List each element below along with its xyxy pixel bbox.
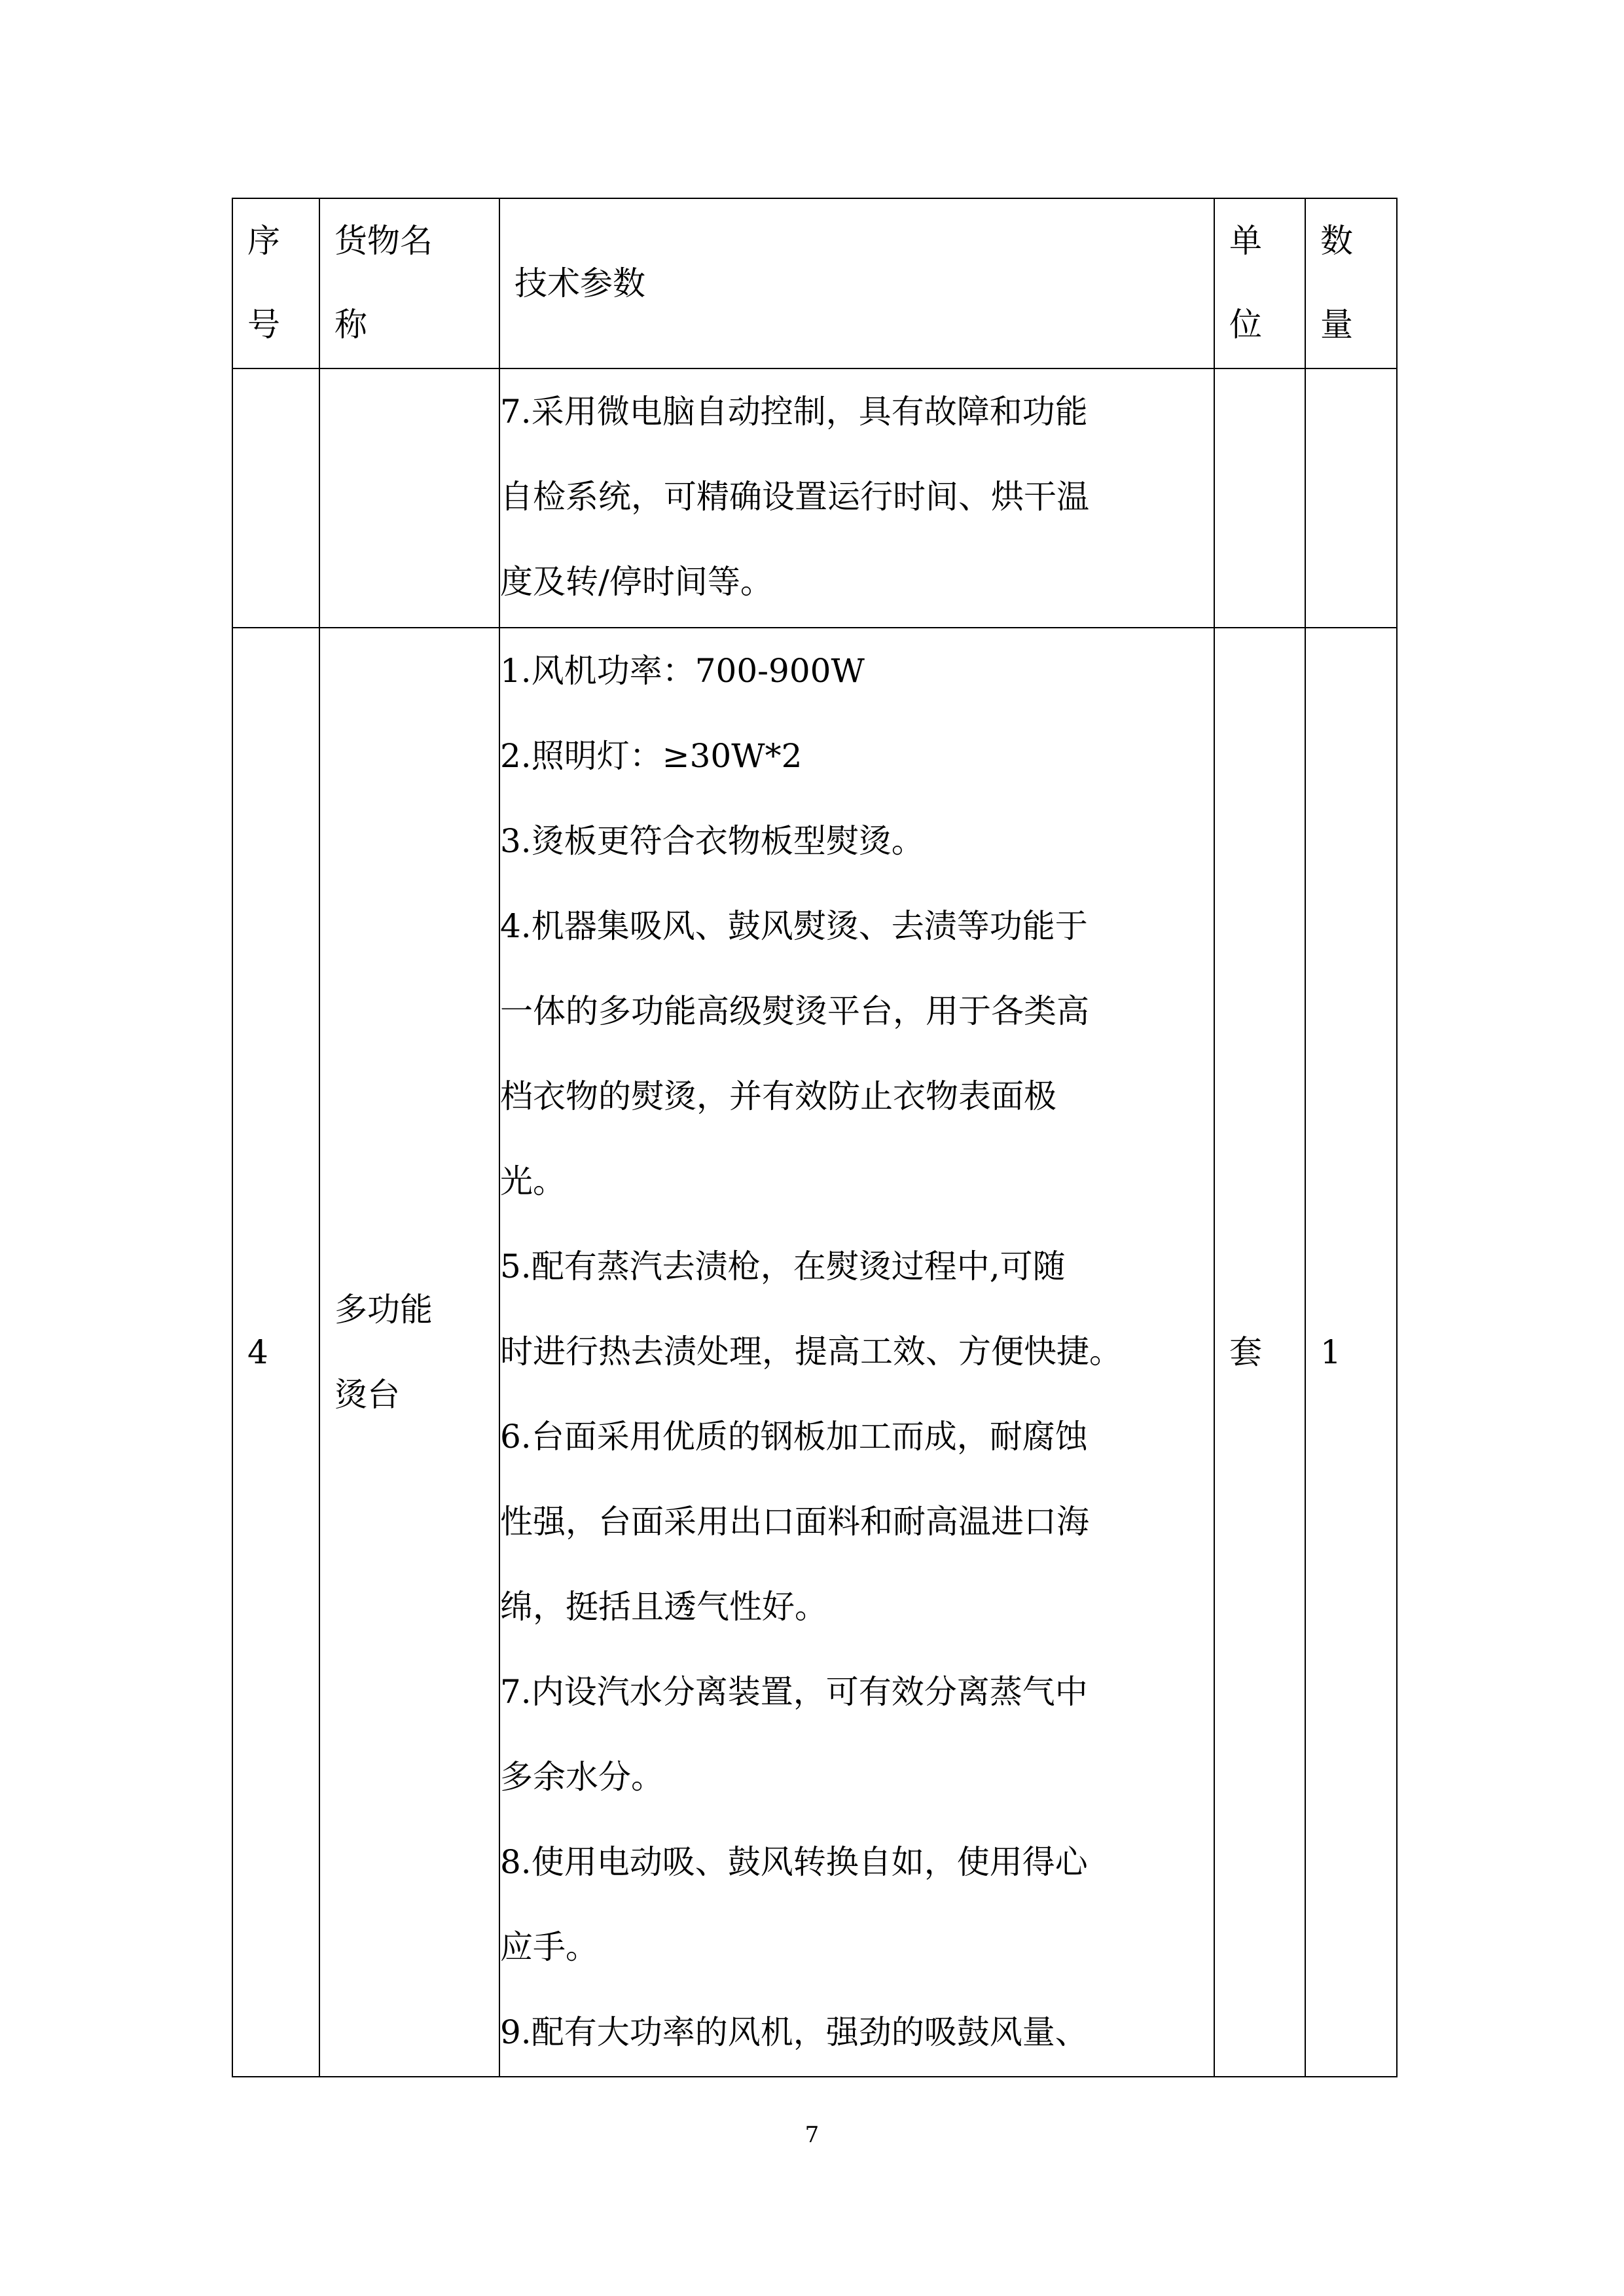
spec-line: 8.使用电动吸、鼓风转换自如，使用得心 bbox=[500, 1843, 1088, 1881]
cell-name: 多功能 烫台 bbox=[319, 628, 499, 2077]
spec-table bbox=[232, 198, 1398, 2077]
cell-seq bbox=[232, 368, 319, 628]
spec-line: 光。 bbox=[500, 1162, 566, 1200]
spec-line: 多余水分。 bbox=[500, 1758, 664, 1796]
spec-line: 时进行热去渍处理，提高工效、方便快捷。 bbox=[500, 1333, 1122, 1371]
spec-line: 7.采用微电脑自动控制，具有故障和功能 bbox=[500, 393, 1088, 431]
spec-line: 6.台面采用优质的钢板加工而成，耐腐蚀 bbox=[500, 1418, 1088, 1456]
spec-line: 1.风机功率：700-900W bbox=[500, 652, 865, 690]
spec-line: 5.配有蒸汽去渍枪，在熨烫过程中,可随 bbox=[500, 1247, 1066, 1285]
cell-unit: 套 bbox=[1214, 628, 1305, 2077]
cell-seq: 4 bbox=[232, 628, 319, 2077]
header-spec: 技术参数 bbox=[499, 198, 1214, 368]
cell-unit bbox=[1214, 368, 1305, 628]
spec-line: 性强，台面采用出口面料和耐高温进口海 bbox=[500, 1503, 1089, 1541]
table-header-row bbox=[232, 198, 1397, 368]
cell-spec bbox=[499, 368, 1214, 628]
spec-line: 度及转/停时间等。 bbox=[500, 563, 773, 601]
spec-line: 档衣物的熨烫，并有效防止衣物表面极 bbox=[500, 1077, 1056, 1115]
header-qty: 数 量 bbox=[1305, 198, 1397, 368]
header-seq: 序 号 bbox=[232, 198, 319, 368]
spec-line: 7.内设汽水分离装置，可有效分离蒸气中 bbox=[500, 1673, 1088, 1711]
cell-name bbox=[319, 368, 499, 628]
page-number: 7 bbox=[804, 2122, 820, 2148]
table-row bbox=[232, 628, 1397, 2077]
header-unit: 单 位 bbox=[1214, 198, 1305, 368]
spec-line: 4.机器集吸风、鼓风熨烫、去渍等功能于 bbox=[500, 907, 1088, 945]
spec-line: 2.照明灯：≥30W*2 bbox=[500, 737, 803, 775]
spec-line: 自检系统，可精确设置运行时间、烘干温 bbox=[500, 478, 1089, 516]
spec-line: 9.配有大功率的风机，强劲的吸鼓风量、 bbox=[500, 2013, 1088, 2051]
cell-qty: 1 bbox=[1305, 628, 1397, 2077]
cell-spec bbox=[499, 628, 1214, 2077]
table-row bbox=[232, 368, 1397, 628]
header-name: 货物名 称 bbox=[319, 198, 499, 368]
spec-line: 绵，挺括且透气性好。 bbox=[500, 1588, 827, 1626]
spec-line: 一体的多功能高级熨烫平台，用于各类高 bbox=[500, 992, 1089, 1030]
spec-line: 应手。 bbox=[500, 1928, 598, 1966]
cell-qty bbox=[1305, 368, 1397, 628]
spec-line: 3.烫板更符合衣物板型熨烫。 bbox=[500, 822, 924, 860]
